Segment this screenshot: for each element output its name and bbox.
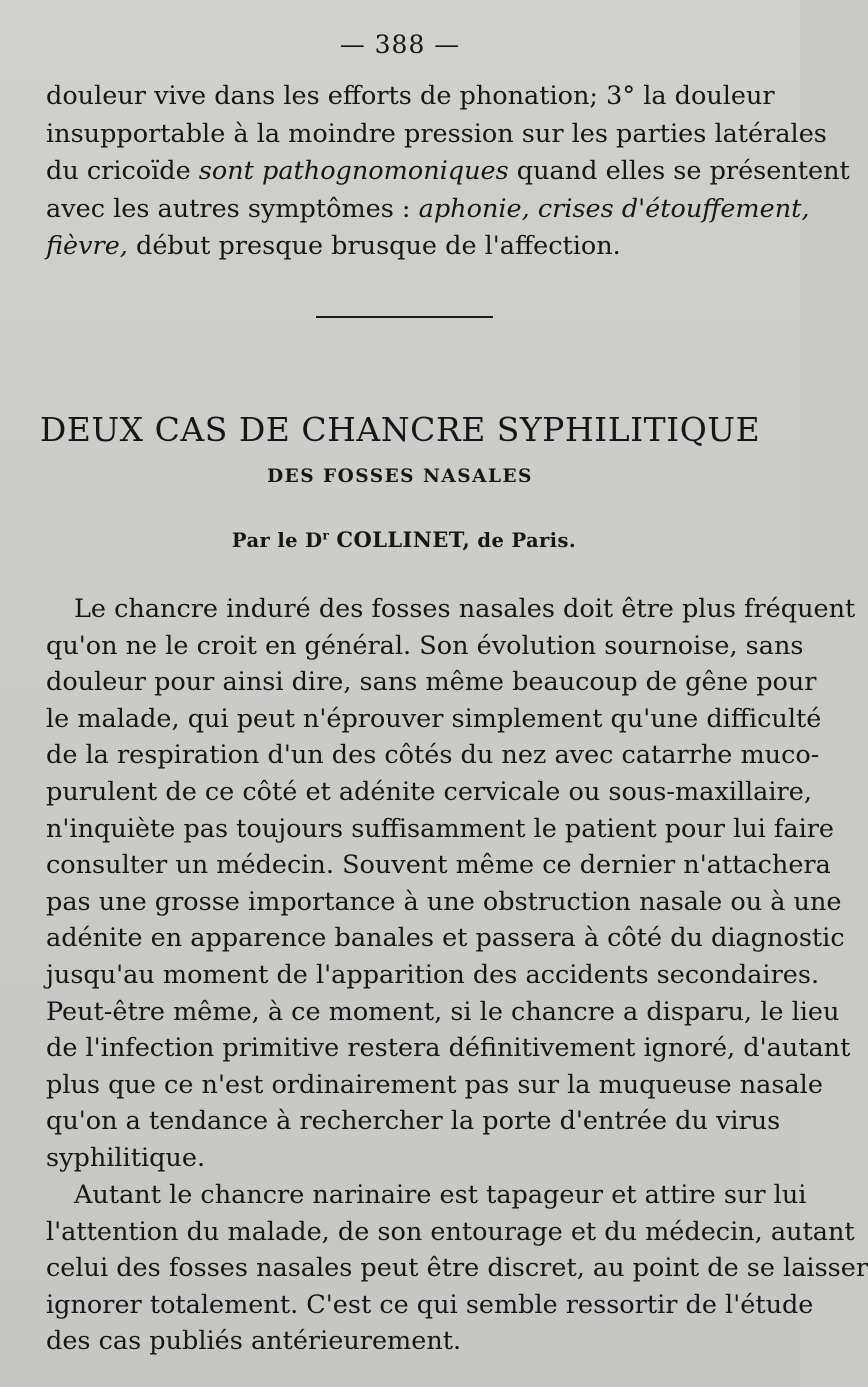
text-line: consulter un médecin. Souvent même ce dernier n'attachera	[46, 850, 831, 881]
text-run: avec les autres symptômes :	[46, 193, 419, 224]
text-line: n'inquiète pas toujours suffisamment le patient pour lui faire	[46, 813, 835, 844]
text-line: syphilitique.	[46, 1142, 206, 1173]
section-divider	[316, 316, 493, 318]
text-run: du cricoïde	[46, 156, 199, 187]
text-line: le malade, qui peut n'éprouver simplement qu'une difficulté	[46, 703, 822, 734]
italic-text: aphonie, crises d'étouffement,	[418, 193, 810, 224]
text-line: jusqu'au moment de l'apparition des accidents secondaires.	[46, 959, 820, 990]
italic-text: sont pathognomoniques	[198, 156, 509, 187]
text-line	[46, 116, 827, 154]
text-line: des cas publiés antérieurement.	[46, 1326, 462, 1357]
text-line: de la respiration d'un des côtés du nez avec catarrhe muco-	[46, 740, 820, 771]
text-line: adénite en apparence banales et passera à côté du diagnostic	[46, 923, 845, 954]
text-line: l'attention du malade, de son entourage et du médecin, autant	[46, 1216, 855, 1247]
text-line: pas une grosse importance à une obstruction nasale ou à une	[46, 886, 842, 917]
byline-suffix: de Paris.	[470, 529, 577, 552]
text-line	[46, 228, 764, 266]
byline-author: COLLINET,	[336, 527, 471, 552]
page-number: — 388 —	[339, 30, 461, 59]
text-run: début presque brusque de l'affection.	[127, 231, 621, 262]
text-line: purulent de ce côté et adénite cervicale ou sous-maxillaire,	[46, 776, 812, 807]
text-line	[46, 78, 775, 116]
text-line: Le chancre induré des fosses nasales doit être plus fréquent	[74, 594, 856, 624]
paragraph-2	[46, 1177, 868, 1360]
text-run: quand elles se présentent	[508, 156, 850, 187]
text-run: insupportable à la moindre pression sur les parties latérales	[46, 118, 827, 149]
intro-paragraph	[46, 78, 850, 266]
text-line: plus que ce n'est ordinairement pas sur la muqueuse nasale	[46, 1069, 823, 1100]
article-title: DEUX CAS DE CHANCRE SYPHILITIQUE	[39, 410, 761, 449]
text-line	[46, 153, 850, 191]
text-line: de l'infection primitive restera définitivement ignoré, d'autant	[46, 1033, 851, 1064]
text-run: douleur vive dans les efforts de phonation; 3° la douleur	[46, 81, 775, 111]
text-line: Peut-être même, à ce moment, si le chancre a disparu, le lieu	[46, 996, 840, 1027]
text-line: celui des fosses nasales peut être discret, au point de se laisser	[46, 1253, 868, 1284]
byline	[0, 527, 808, 552]
italic-text: fièvre,	[46, 231, 128, 262]
article-subtitle: DES FOSSES NASALES	[267, 466, 533, 487]
text-line: douleur pour ainsi dire, sans même beaucoup de gêne pour	[46, 667, 817, 698]
text-line: ignorer totalement. C'est ce qui semble ressortir de l'étude	[46, 1289, 814, 1320]
paragraph-1	[46, 591, 856, 1177]
text-line	[46, 191, 810, 229]
text-line: qu'on a tendance à rechercher la porte d'entrée du virus	[46, 1106, 781, 1137]
text-line: qu'on ne le croit en général. Son évolution sournoise, sans	[46, 630, 804, 661]
byline-sup: r	[322, 528, 330, 543]
byline-prefix: Par le D	[231, 529, 323, 552]
text-line: Autant le chancre narinaire est tapageur et attire sur lui	[74, 1180, 807, 1210]
